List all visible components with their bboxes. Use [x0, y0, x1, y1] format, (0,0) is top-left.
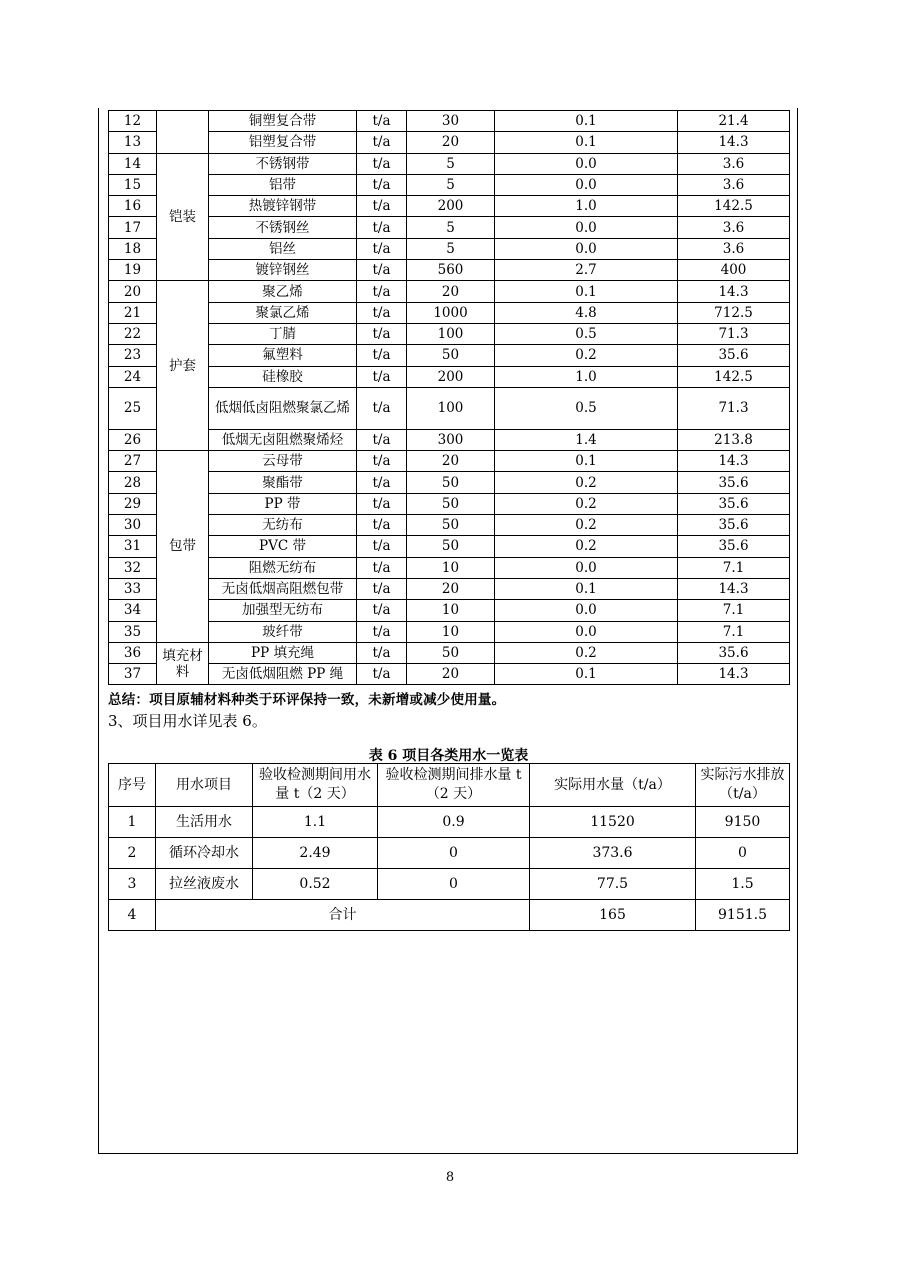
water-item: 生活用水 [156, 807, 253, 838]
value-1: 50 [407, 536, 495, 557]
unit: t/a [357, 281, 407, 302]
material-name: 阻燃无纺布 [209, 557, 357, 578]
value-3: 14.3 [678, 451, 790, 472]
row-number: 29 [109, 493, 157, 514]
header-annual-use: 实际用水量（t/a） [530, 764, 696, 807]
test-use: 0.52 [253, 869, 378, 900]
material-name: 铝丝 [209, 238, 357, 259]
value-3: 3.6 [678, 217, 790, 238]
table-row [109, 217, 790, 238]
value-2: 0.1 [495, 111, 678, 132]
row-number: 20 [109, 281, 157, 302]
total-label: 合计 [156, 900, 530, 931]
value-3: 142.5 [678, 196, 790, 217]
row-number: 16 [109, 196, 157, 217]
value-2: 0.1 [495, 578, 678, 599]
value-1: 30 [407, 111, 495, 132]
category-tape: 包带 [157, 451, 209, 643]
table-row [109, 366, 790, 387]
category-sheath: 护套 [157, 281, 209, 451]
value-3: 213.8 [678, 429, 790, 450]
table-row [109, 111, 790, 132]
unit: t/a [357, 621, 407, 642]
annual-use: 11520 [530, 807, 696, 838]
value-1: 10 [407, 621, 495, 642]
value-1: 20 [407, 132, 495, 153]
unit: t/a [357, 578, 407, 599]
table-row [109, 493, 790, 514]
value-1: 20 [407, 664, 495, 685]
material-name: PVC 带 [209, 536, 357, 557]
row-number: 31 [109, 536, 157, 557]
table-row [109, 536, 790, 557]
table-total-row [109, 900, 790, 931]
header-item: 用水项目 [156, 764, 253, 807]
material-name: 聚氯乙烯 [209, 302, 357, 323]
row-number: 18 [109, 238, 157, 259]
table-row [109, 869, 790, 900]
value-1: 50 [407, 493, 495, 514]
row-number: 17 [109, 217, 157, 238]
row-number: 34 [109, 600, 157, 621]
value-2: 0.2 [495, 642, 678, 663]
value-3: 14.3 [678, 578, 790, 599]
material-name: 丁腈 [209, 323, 357, 344]
unit: t/a [357, 366, 407, 387]
row-number: 25 [109, 387, 157, 429]
table-row [109, 451, 790, 472]
annual-sewage: 0 [696, 838, 790, 869]
water-item: 循环冷却水 [156, 838, 253, 869]
value-3: 35.6 [678, 536, 790, 557]
page-number: 8 [445, 1170, 455, 1185]
value-1: 50 [407, 472, 495, 493]
material-name: 热镀锌钢带 [209, 196, 357, 217]
row-number: 33 [109, 578, 157, 599]
unit: t/a [357, 238, 407, 259]
material-name: 不锈钢带 [209, 153, 357, 174]
table-row [109, 515, 790, 536]
value-1: 1000 [407, 302, 495, 323]
value-2: 0.5 [495, 387, 678, 429]
test-drain: 0 [378, 869, 530, 900]
value-2: 0.1 [495, 451, 678, 472]
value-1: 100 [407, 323, 495, 344]
header-no: 序号 [109, 764, 156, 807]
value-2: 1.0 [495, 196, 678, 217]
water-item: 拉丝液废水 [156, 869, 253, 900]
table-row [109, 238, 790, 259]
header-annual-sewage: 实际污水排放（t/a） [696, 764, 790, 807]
unit: t/a [357, 217, 407, 238]
unit: t/a [357, 323, 407, 344]
annual-use: 373.6 [530, 838, 696, 869]
value-1: 100 [407, 387, 495, 429]
value-2: 0.2 [495, 493, 678, 514]
material-name: 铝塑复合带 [209, 132, 357, 153]
row-number: 13 [109, 132, 157, 153]
value-1: 20 [407, 451, 495, 472]
row-number: 28 [109, 472, 157, 493]
test-drain: 0.9 [378, 807, 530, 838]
value-1: 5 [407, 153, 495, 174]
value-1: 10 [407, 600, 495, 621]
value-3: 142.5 [678, 366, 790, 387]
value-3: 7.1 [678, 600, 790, 621]
unit: t/a [357, 536, 407, 557]
table-row [109, 642, 790, 663]
row-number: 24 [109, 366, 157, 387]
value-2: 0.0 [495, 238, 678, 259]
value-3: 3.6 [678, 153, 790, 174]
value-3: 35.6 [678, 515, 790, 536]
table-row [109, 621, 790, 642]
unit: t/a [357, 196, 407, 217]
table-row [109, 281, 790, 302]
material-name: 铝带 [209, 174, 357, 195]
value-2: 2.7 [495, 260, 678, 281]
row-number: 4 [109, 900, 156, 931]
table-row [109, 387, 790, 429]
table-row [109, 429, 790, 450]
value-2: 1.0 [495, 366, 678, 387]
summary-text: 总结：项目原辅材料种类于环评保持一致，未新增或减少使用量。 [108, 692, 506, 708]
value-3: 14.3 [678, 664, 790, 685]
table-row [109, 260, 790, 281]
value-3: 400 [678, 260, 790, 281]
value-3: 21.4 [678, 111, 790, 132]
table-row [109, 807, 790, 838]
value-1: 560 [407, 260, 495, 281]
row-number: 22 [109, 323, 157, 344]
unit: t/a [357, 302, 407, 323]
value-2: 0.0 [495, 600, 678, 621]
row-number: 19 [109, 260, 157, 281]
material-name: 硅橡胶 [209, 366, 357, 387]
value-2: 4.8 [495, 302, 678, 323]
row-number: 23 [109, 345, 157, 366]
value-2: 0.1 [495, 132, 678, 153]
unit: t/a [357, 345, 407, 366]
table-row [109, 838, 790, 869]
value-1: 5 [407, 238, 495, 259]
value-2: 0.2 [495, 345, 678, 366]
value-2: 1.4 [495, 429, 678, 450]
row-number: 35 [109, 621, 157, 642]
unit: t/a [357, 174, 407, 195]
row-number: 15 [109, 174, 157, 195]
value-1: 5 [407, 217, 495, 238]
total-annual-sewage: 9151.5 [696, 900, 790, 931]
total-annual-use: 165 [530, 900, 696, 931]
table-row [109, 600, 790, 621]
material-name: 无纺布 [209, 515, 357, 536]
test-use: 1.1 [253, 807, 378, 838]
row-number: 3 [109, 869, 156, 900]
value-2: 0.2 [495, 472, 678, 493]
table-row [109, 153, 790, 174]
unit: t/a [357, 600, 407, 621]
value-2: 0.2 [495, 515, 678, 536]
value-3: 35.6 [678, 472, 790, 493]
value-3: 35.6 [678, 345, 790, 366]
value-3: 35.6 [678, 642, 790, 663]
value-3: 3.6 [678, 174, 790, 195]
value-3: 14.3 [678, 281, 790, 302]
category-armor: 铠装 [157, 153, 209, 281]
table-row [109, 174, 790, 195]
material-name: 低烟无卤阻燃聚烯烃 [209, 429, 357, 450]
value-2: 0.0 [495, 557, 678, 578]
annual-use: 77.5 [530, 869, 696, 900]
unit: t/a [357, 132, 407, 153]
material-name: 聚酯带 [209, 472, 357, 493]
value-3: 71.3 [678, 387, 790, 429]
row-number: 12 [109, 111, 157, 132]
material-name: 加强型无纺布 [209, 600, 357, 621]
material-name: 镀锌钢丝 [209, 260, 357, 281]
row-number: 2 [109, 838, 156, 869]
row-number: 21 [109, 302, 157, 323]
row-number: 14 [109, 153, 157, 174]
category-cell-empty [157, 111, 209, 154]
header-test-use: 验收检测期间用水量 t（2 天） [253, 764, 378, 807]
value-2: 0.2 [495, 536, 678, 557]
unit: t/a [357, 493, 407, 514]
table-row [109, 196, 790, 217]
value-2: 0.0 [495, 621, 678, 642]
unit: t/a [357, 664, 407, 685]
unit: t/a [357, 111, 407, 132]
material-name: 聚乙烯 [209, 281, 357, 302]
annual-sewage: 9150 [696, 807, 790, 838]
row-number: 26 [109, 429, 157, 450]
value-1: 300 [407, 429, 495, 450]
table-row [109, 578, 790, 599]
materials-table [108, 110, 790, 685]
row-number: 37 [109, 664, 157, 685]
value-1: 200 [407, 196, 495, 217]
value-3: 712.5 [678, 302, 790, 323]
value-2: 0.0 [495, 153, 678, 174]
table-caption: 表 6 项目各类用水一览表 [368, 748, 529, 764]
value-3: 35.6 [678, 493, 790, 514]
value-1: 10 [407, 557, 495, 578]
unit: t/a [357, 153, 407, 174]
header-test-drain: 验收检测期间排水量 t（2 天） [378, 764, 530, 807]
paragraph-text: 3、项目用水详见表 6。 [108, 712, 267, 730]
value-3: 3.6 [678, 238, 790, 259]
unit: t/a [357, 515, 407, 536]
value-2: 0.0 [495, 174, 678, 195]
table-row [109, 323, 790, 344]
table-row [109, 557, 790, 578]
value-3: 7.1 [678, 557, 790, 578]
row-number: 30 [109, 515, 157, 536]
table-row [109, 664, 790, 685]
test-use: 2.49 [253, 838, 378, 869]
material-name: 无卤低烟阻燃 PP 绳 [209, 664, 357, 685]
row-number: 32 [109, 557, 157, 578]
material-name: 玻纤带 [209, 621, 357, 642]
table-row [109, 472, 790, 493]
value-1: 200 [407, 366, 495, 387]
value-3: 7.1 [678, 621, 790, 642]
category-filler: 填充材料 [157, 642, 209, 685]
unit: t/a [357, 642, 407, 663]
material-name: 不锈钢丝 [209, 217, 357, 238]
value-3: 14.3 [678, 132, 790, 153]
material-name: 铜塑复合带 [209, 111, 357, 132]
row-number: 27 [109, 451, 157, 472]
water-table [108, 763, 790, 931]
value-1: 20 [407, 578, 495, 599]
value-3: 71.3 [678, 323, 790, 344]
value-2: 0.0 [495, 217, 678, 238]
value-2: 0.1 [495, 281, 678, 302]
unit: t/a [357, 260, 407, 281]
annual-sewage: 1.5 [696, 869, 790, 900]
unit: t/a [357, 557, 407, 578]
unit: t/a [357, 429, 407, 450]
unit: t/a [357, 451, 407, 472]
value-2: 0.5 [495, 323, 678, 344]
material-name: 低烟低卤阻燃聚氯乙烯 [209, 387, 357, 429]
unit: t/a [357, 387, 407, 429]
test-drain: 0 [378, 838, 530, 869]
value-2: 0.1 [495, 664, 678, 685]
table-row [109, 302, 790, 323]
value-1: 5 [407, 174, 495, 195]
value-1: 20 [407, 281, 495, 302]
value-1: 50 [407, 345, 495, 366]
table-row [109, 345, 790, 366]
table-row [109, 132, 790, 153]
table-header-row [109, 764, 790, 807]
row-number: 1 [109, 807, 156, 838]
value-1: 50 [407, 642, 495, 663]
value-1: 50 [407, 515, 495, 536]
row-number: 36 [109, 642, 157, 663]
material-name: 氟塑料 [209, 345, 357, 366]
material-name: 无卤低烟高阻燃包带 [209, 578, 357, 599]
material-name: PP 带 [209, 493, 357, 514]
material-name: 云母带 [209, 451, 357, 472]
unit: t/a [357, 472, 407, 493]
material-name: PP 填充绳 [209, 642, 357, 663]
